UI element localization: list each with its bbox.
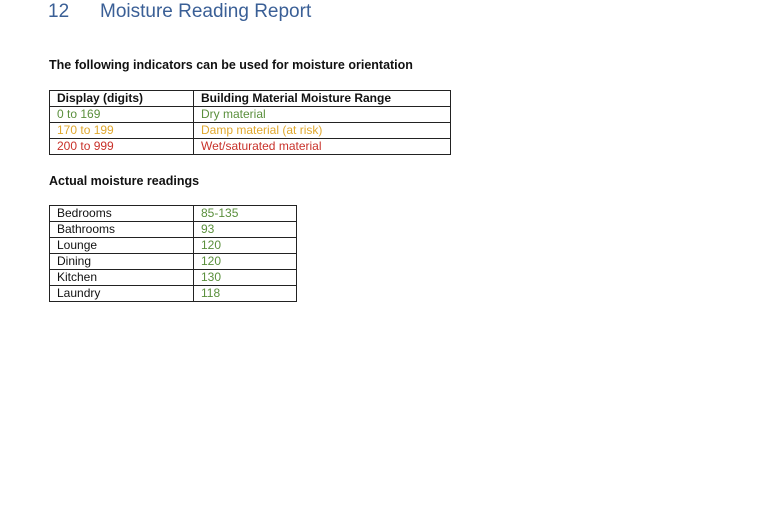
- table-row: [50, 139, 451, 155]
- page-title: [48, 1, 311, 23]
- table-row: [50, 286, 297, 302]
- table-row: [50, 222, 297, 238]
- room-name-cell: Bathrooms: [50, 222, 194, 238]
- display-range-cell: 170 to 199: [50, 123, 194, 139]
- room-name-cell: Lounge: [50, 238, 194, 254]
- table-row: [50, 270, 297, 286]
- table-row: [50, 107, 451, 123]
- table-row: [50, 123, 451, 139]
- moisture-readings-table: [49, 205, 297, 302]
- section-number: 12: [48, 1, 70, 22]
- display-range-cell: 0 to 169: [50, 107, 194, 123]
- reading-value-cell: 93: [194, 222, 297, 238]
- room-name-cell: Dining: [50, 254, 194, 270]
- room-name-cell: Laundry: [50, 286, 194, 302]
- room-name-cell: Kitchen: [50, 270, 194, 286]
- table-header-row: [50, 91, 451, 107]
- table-row: [50, 254, 297, 270]
- material-status-cell: Dry material: [194, 107, 451, 123]
- table-row: [50, 238, 297, 254]
- intro-text: The following indicators can be used for moisture orientation: [49, 58, 413, 72]
- material-status-cell: Wet/saturated material: [194, 139, 451, 155]
- reading-value-cell: 130: [194, 270, 297, 286]
- reading-value-cell: 85-135: [194, 206, 297, 222]
- reading-value-cell: 118: [194, 286, 297, 302]
- moisture-indicator-table: [49, 90, 451, 155]
- display-digits-header: Display (digits): [50, 91, 194, 107]
- room-name-cell: Bedrooms: [50, 206, 194, 222]
- section-title: Moisture Reading Report: [100, 1, 312, 22]
- material-status-cell: Damp material (at risk): [194, 123, 451, 139]
- table-row: [50, 206, 297, 222]
- moisture-range-header: Building Material Moisture Range: [194, 91, 451, 107]
- readings-heading: Actual moisture readings: [49, 174, 200, 188]
- reading-value-cell: 120: [194, 238, 297, 254]
- display-range-cell: 200 to 999: [50, 139, 194, 155]
- reading-value-cell: 120: [194, 254, 297, 270]
